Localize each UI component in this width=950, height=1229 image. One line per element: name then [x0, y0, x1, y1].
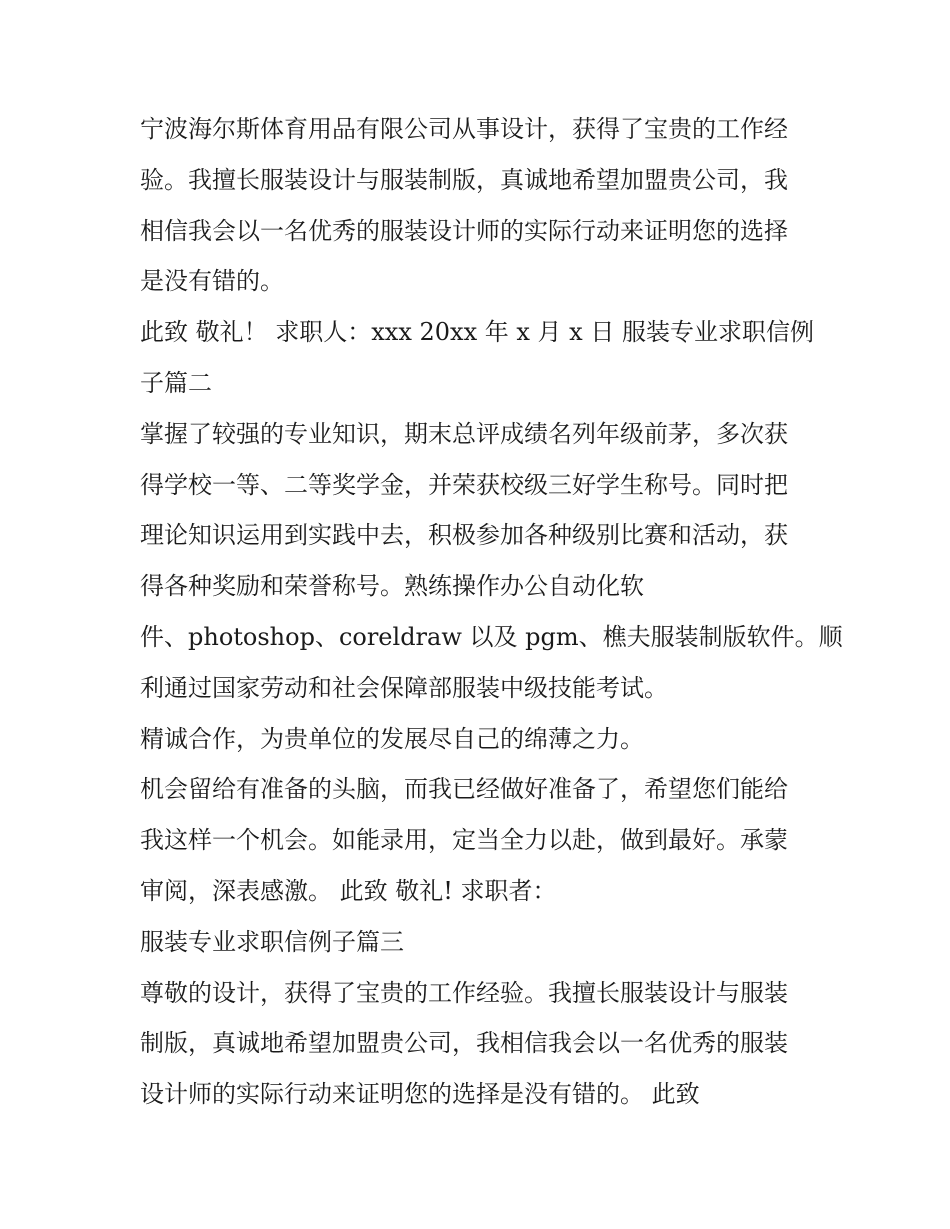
text-line: 掌握了较强的专业知识，期末总评成绩名列年级前茅，多次获: [140, 419, 788, 448]
text-line: 审阅，深表感激。 此致 敬礼! 求职者：: [140, 876, 557, 905]
text-line: 我这样一个机会。如能录用，定当全力以赴，做到最好。承蒙: [140, 826, 788, 855]
section-heading-line: 服装专业求职信例子篇三: [140, 927, 404, 956]
text-line: 得各种奖励和荣誉称号。熟练操作办公自动化软: [140, 572, 644, 601]
text-line: 尊敬的设计，获得了宝贵的工作经验。我擅长服装设计与服装: [140, 978, 788, 1007]
text-line: 相信我会以一名优秀的服装设计师的实际行动来证明您的选择: [140, 216, 788, 245]
text-line: 宁波海尔斯体育用品有限公司从事设计，获得了宝贵的工作经: [140, 115, 788, 143]
text-line: 精诚合作，为贵单位的发展尽自己的绵薄之力。: [140, 724, 644, 753]
text-line: 机会留给有准备的头脑，而我已经做好准备了，希望您们能给: [140, 775, 788, 804]
text-line: 得学校一等、二等奖学金，并荣获校级三好学生称号。同时把: [140, 470, 788, 499]
text-line: 件、photoshop、coreldraw 以及 pgm、樵夫服装制版软件。顺: [140, 622, 843, 651]
text-line: 验。我擅长服装设计与服装制版，真诚地希望加盟贵公司，我: [140, 165, 788, 194]
text-line: 此致 敬礼！ 求职人：xxx 20xx 年 x 月 x 日 服装专业求职信例: [140, 318, 814, 347]
text-line: 是没有错的。: [140, 267, 284, 296]
section-heading-line: 子篇二: [140, 368, 212, 397]
text-line: 制版，真诚地希望加盟贵公司，我相信我会以一名优秀的服装: [140, 1029, 788, 1058]
document-body: [140, 104, 843, 1120]
text-line: 理论知识运用到实践中去，积极参加各种级别比赛和活动，获: [140, 521, 788, 550]
text-line: 利通过国家劳动和社会保障部服装中级技能考试。: [140, 673, 668, 702]
text-line: 设计师的实际行动来证明您的选择是没有错的。 此致: [140, 1080, 700, 1109]
